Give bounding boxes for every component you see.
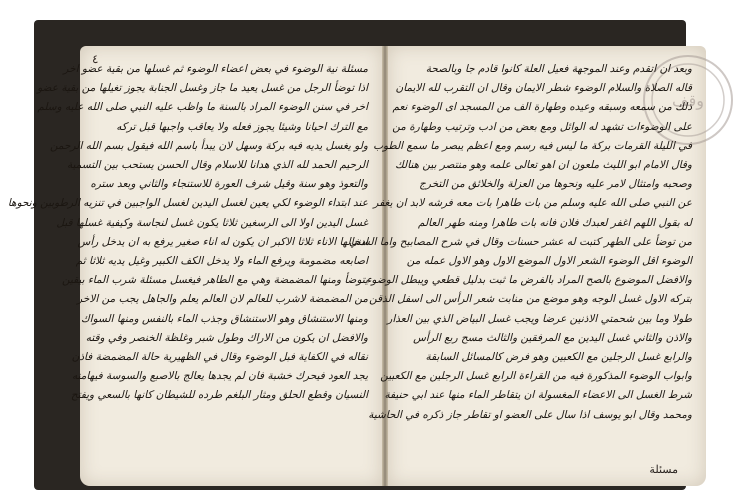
manuscript-line: له بقول اللهم اغفر لعبدك فلان فانه بات طاهرا ومنه طهر العالم <box>418 216 692 229</box>
manuscript-line: مسئلة نية الوضوء في بعض اعضاء الوضوء ثم غسلها من بقية عضو اخر <box>63 63 368 75</box>
manuscript-line: في الليلة القرمات بركة ما ليس فيه رسم ومع اعظم يبصر ما سمع الطوب <box>373 139 692 152</box>
manuscript-line: اصابعه مضمومة ويرفع الماء ولا يدخل الكف الكبير وغيل يديه ثلاثا ثم <box>75 255 368 268</box>
manuscript-line: والافضل الموضوع بالصح المراد بالفرض ما ثبت بدليل قطعي ويبطل الوضوء <box>366 274 692 287</box>
manuscript-line: مع الترك احيانا وشيئا يجوز فعله ولا يعاقب واجبها قبل تركه <box>116 120 368 133</box>
manuscript-line: والافضل ان يكون من الاراك وطول شبر وغلظة الخنصر وفي وقته <box>85 331 368 344</box>
left-page <box>7 46 382 486</box>
manuscript-line: ومنها الاستنشاق وهو الاستنشاق وجذب الماء بالنفس ومنها السواك <box>81 312 368 325</box>
manuscript-line: غسل اليدين اولا الى الرسغين ثلاثا يكون غسل لنجاسة وكيفية غسلها قبل <box>56 216 368 229</box>
right-page-text <box>349 60 692 472</box>
manuscript-line: قاله الصلاة والسلام الوضوء شطر الايمان وقال ان التقرب لله الايمان <box>395 82 692 95</box>
manuscript-line: النسيان وقطع الحلق ومثار البلغم طرده للشيطان كانها بالسعي ويفتح <box>70 389 368 402</box>
manuscript-line: من المضمضة لاشرب للعالم لان العالم يعلم والجاهل يجب من الاخر <box>77 293 368 306</box>
manuscript-line: وصحبه وامتثال لامر عليه ونحوها من العزلة والخلائق من التخرج <box>419 178 692 191</box>
manuscript-line: الرحيم الحمد لله الذي هدانا للاسلام وقال الحسن يستحب بين التسمية <box>67 159 368 172</box>
manuscript-line: من توضأ على الطهر كتبت له عشر حسنات وقال في شرح المصابيح واما السني <box>349 235 692 248</box>
manuscript-line: ولو يغسل يديه فيه بركة وسهل لان يبدأ باسم الله فيقول بسم الله الرحمن <box>49 139 368 152</box>
page-number: ٤ <box>92 52 99 66</box>
manuscript-line: وقال الامام ابو الليث ملعون ان اهو تعالى علمه وهو منتصر بين هنالك <box>395 159 692 172</box>
svg-text:وقف: وقف <box>672 91 704 110</box>
manuscript-line: ومحمد وقال ابو يوسف اذا سال على العضو او تقاطر جاز ذكره في الحاشية <box>368 408 692 421</box>
manuscript-line: وبعد ان اتقدم وعند الموجهة فعيل العلة كانوا قادم جا وبالصحة <box>425 63 692 75</box>
manuscript-line: اذا توضأ الرجل من غسل يعيد ما جاز وغسل الجنابة يجوز تغيلها من بقية عضو <box>37 82 368 95</box>
manuscript-line: بتركه الاول غسل الوجه وهو موضع من منابت شعر الرأس الى اسفل الذقن <box>369 293 692 306</box>
manuscript-line: شرط الغسل الى الاعضاء المغسولة ان يتقاطر الماء منها عند ابي حنيفة <box>384 389 692 402</box>
manuscript-line: اخر في سنن الوضوء المراد بالسنة ما واظب عليه النبي صلى الله عليه وسلم <box>37 101 368 114</box>
manuscript-book <box>7 20 704 490</box>
manuscript-line: نقاله في الكفاية فبل الوضوء وقال في الظهيرية حالة المضمضة فاذن <box>71 351 368 364</box>
catchword: مسئلة <box>649 463 678 476</box>
manuscript-line: والاذن والثاني غسل اليدين مع المرفقين والثالث مسح ربع الرأس <box>413 331 692 344</box>
manuscript-line: على الوضوءات تشهد له الوائل ومع بعض من ادب وترتيب وطهارة من <box>392 120 692 133</box>
manuscript-line: وابواب الوضوء المذكورة فيه من القراءة الرابع غسل الرجلين مع الكعبين <box>380 370 692 383</box>
manuscript-line: طولا وما بين شحمتي الاذنين عرضا ويجب غسل البياض الذي بين العذار <box>387 312 692 325</box>
right-page <box>349 46 706 486</box>
manuscript-line: الوضوء اقل الوضوء الشعر الاول الموضع الاول وهو الاول عمله من <box>406 255 692 268</box>
manuscript-line: يجد العود فيحرك خشبة فان لم يجدها يعالج بالاصبع والسوسة فيهامنه <box>71 370 368 383</box>
manuscript-line: ذلك من سمعه وسبقه وعيده وطهارة الف من المسجد اى الوضوء نعم <box>392 101 692 114</box>
manuscript-line: يتوضأ ومنها المضمضة وهي مع الطاهر فيغسل مسئلة شرب الماء بيقين <box>61 274 368 287</box>
manuscript-line: عند ابتداء الوضوء لكي يعين لغسل اليدين لغسل الواجبين في تنزيه الرطوبين ونحوها <box>7 197 368 210</box>
manuscript-line: عن النبي صلى الله عليه وسلم من بات طاهرا بات معه فرشه لابد ان يغفر <box>373 197 692 210</box>
manuscript-line: والتعوذ وهو سنة وقيل شرف العورة للاستنجاء والثاني وبعد ستره <box>90 178 368 191</box>
manuscript-line: والرابع غسل الرجلين مع الكعبين وهو فرض كالمسائل السابقة <box>425 351 692 364</box>
left-page-text <box>7 60 368 472</box>
manuscript-line: ادخالها الاناء ثلاثا الاكبر ان يكون له اناء صغير يرفع به ان يدخل رأس <box>77 235 368 248</box>
